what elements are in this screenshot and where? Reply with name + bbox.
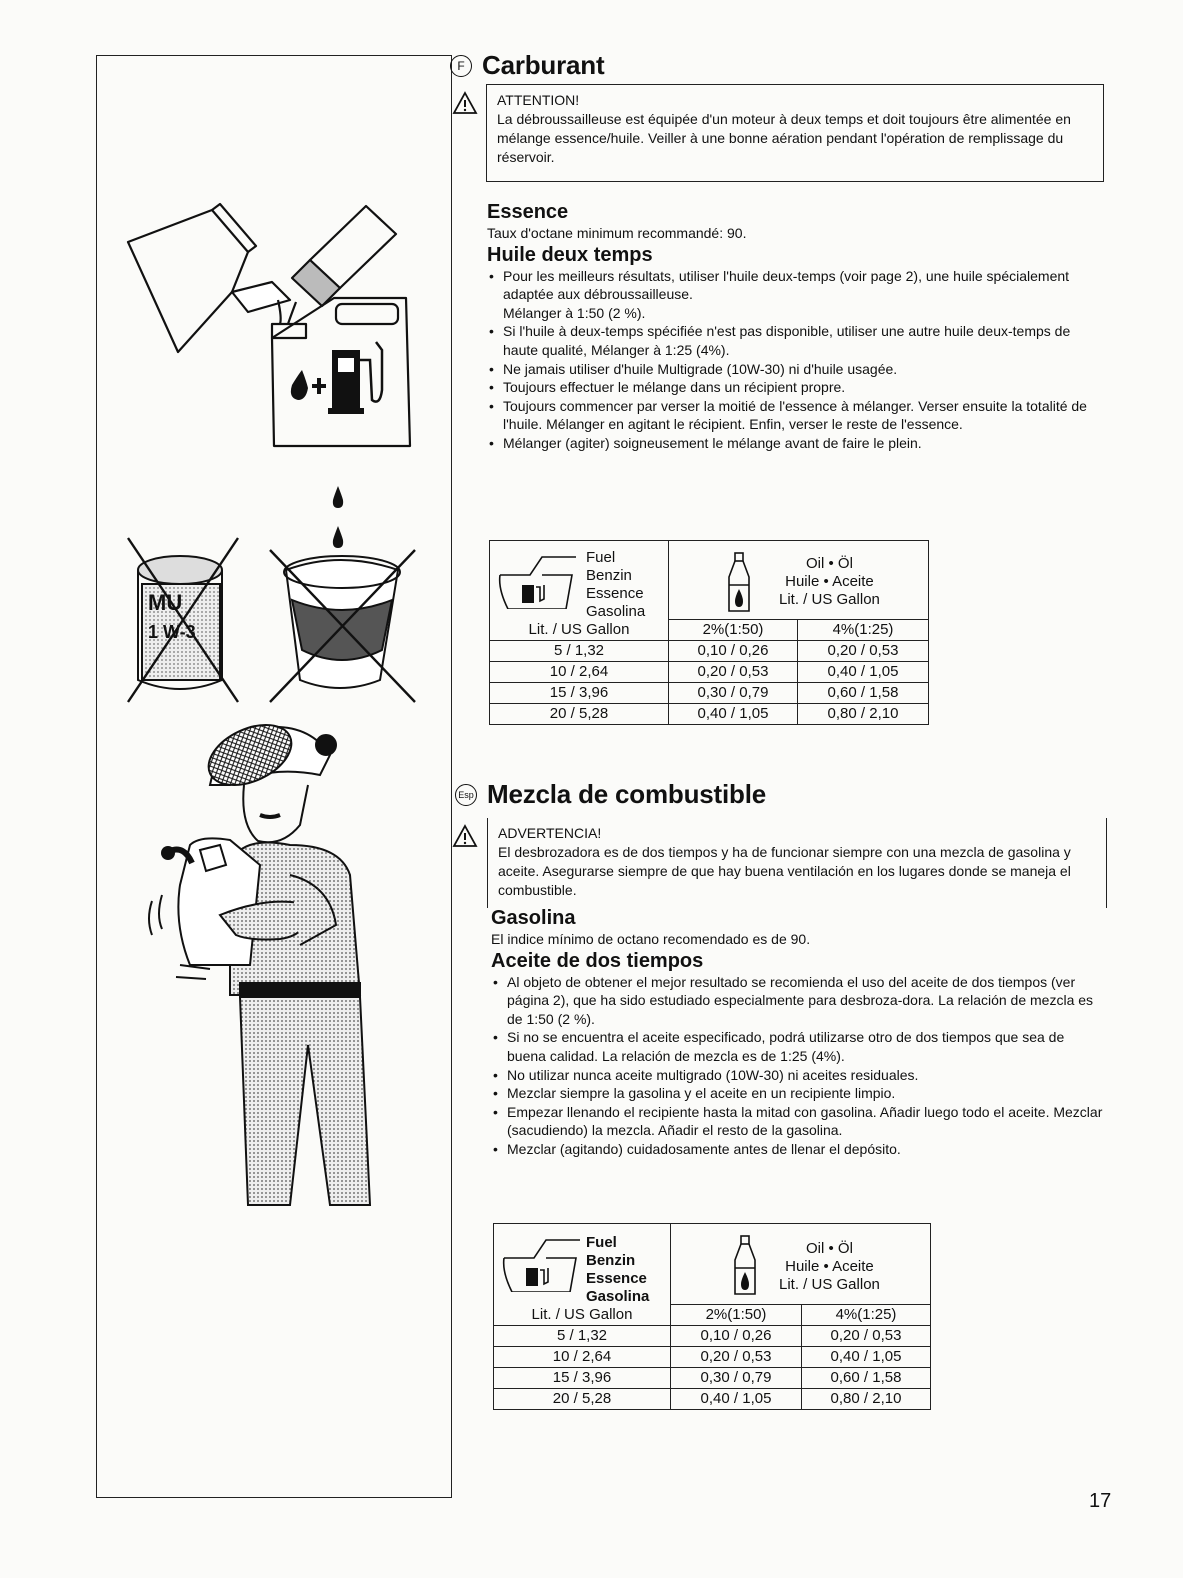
fuel-unit-label: Lit. / US Gallon [494,1305,671,1326]
column-header-4pct: 4%(1:25) [802,1305,931,1326]
fr-oil-heading: Huile deux temps [487,243,653,266]
fr-content [487,200,1097,453]
table-row: 5 / 1,32 0,10 / 0,26 0,20 / 0,53 [494,1326,931,1347]
fuel-label-essence: Essence [586,1270,647,1287]
warning-triangle-icon [452,824,478,848]
oil-label-unit: Lit. / US Gallon [779,1276,880,1293]
oil-label-huile: Huile • Aceite [785,573,874,590]
es-warning-text: El desbrozadora es de dos tiempos y ha de funcionar siempre con una mezcla de gasolina y aceite. Asegurarse siempre de que hay buena ventilación en los lugares donde se maneja el combustible. [498,844,1071,898]
fr-instructions-list [487,267,1097,453]
language-badge-fr: F [450,55,472,77]
fuel-label-benzin: Benzin [586,567,632,584]
fuel-can-icon [496,549,576,609]
column-header-2pct: 2%(1:50) [671,1305,802,1326]
svg-text:1 W-3: 1 W-3 [148,622,196,642]
fr-warning-box [486,84,1104,182]
es-warning-box [487,818,1107,908]
fr-essence-text: Taux d'octane minimum recommandé: 90. [487,225,747,241]
es-warning-title: ADVERTENCIA! [498,825,602,841]
es-content [491,906,1103,1159]
table-row: 20 / 5,28 0,40 / 1,05 0,80 / 2,10 [490,704,929,725]
es-page-title: Mezcla de combustible [487,779,766,809]
fuel-label-fuel: Fuel [586,549,616,566]
worker-with-protective-gear-illustration [140,715,380,1215]
fuel-header-cell [494,1224,671,1305]
fr-warning-title: ATTENTION! [497,92,580,108]
list-item: • Mezclar siempre la gasolina y el aceite en un recipiente limpio. [491,1084,1103,1103]
list-item: • No utilizar nunca aceite multigrado (10W-30) ni aceites residuales. [491,1066,1103,1085]
oil-label-oil: Oil • Öl [805,555,853,572]
es-oil-heading: Aceite de dos tiempos [491,949,704,972]
fuel-can-icon [500,1232,580,1292]
list-item: • Mélanger (agiter) soigneusement le mélange avant de faire le plein. [487,434,1097,453]
fr-fuel-mix-table [489,540,929,725]
list-item: • Empezar llenando el recipiente hasta la mitad con gasolina. Añadir luego todo el aceite. Mezclar (sacudiendo) la mezcla. Añadir el resto de la gasolina. [491,1103,1103,1140]
es-instructions-list [491,973,1103,1159]
table-row: 15 / 3,96 0,30 / 0,79 0,60 / 1,58 [490,683,929,704]
prohibited-containers-illustration [120,530,420,705]
oil-header-cell [671,1224,931,1305]
oil-header-cell [669,541,929,620]
oil-bottle-icon [727,551,751,613]
table-row: 20 / 5,28 0,40 / 1,05 0,80 / 2,10 [494,1389,931,1410]
list-item: • Al objeto de obtener el mejor resultado se recomienda el uso del aceite de dos tiempos (ver página 2), que ha sido estudiado especialmente para desbroza-dora. La relación de mezcla es de 1:50 (2 %). [491,973,1103,1029]
fuel-label-gasolina: Gasolina [586,1288,650,1305]
column-header-2pct: 2%(1:50) [669,620,798,641]
fuel-label-gasolina: Gasolina [586,603,646,620]
table-row: 10 / 2,64 0,20 / 0,53 0,40 / 1,05 [490,662,929,683]
fr-title-row [450,50,604,81]
fr-page-title: Carburant [482,50,605,80]
fuel-label-fuel: Fuel [586,1234,617,1251]
oil-label-huile: Huile • Aceite [785,1258,874,1275]
list-item: • Si no se encuentra el aceite especificado, podrá utilizarse otro de dos tiempos que sea de buena calidad. La relación de mezcla es de 1:25 (4%). [491,1028,1103,1065]
fr-warning-text: La débroussailleuse est équipée d'un moteur à deux temps et doit toujours être alimentée en mélange essence/huile. Veiller à une bonne aération pendant l'opération de remplissage du réservoir. [497,111,1071,165]
fr-essence-heading: Essence [487,201,569,223]
fuel-label-essence: Essence [586,585,644,602]
language-badge-es: Esp [455,784,477,806]
list-item: • Mezclar (agitando) cuidadosamente antes de llenar el depósito. [491,1140,1103,1159]
es-gas-text: El indice mínimo de octano recomendado es de 90. [491,931,811,947]
list-item: • Toujours commencer par verser la moitié de l'essence à mélanger. Verser ensuite la totalité de l'huile. Mélanger en agitant le récipient. Enfin, verser le reste de l'essence. [487,397,1097,434]
table-row: 15 / 3,96 0,30 / 0,79 0,60 / 1,58 [494,1368,931,1389]
es-fuel-mix-table [493,1223,931,1410]
fuel-label-benzin: Benzin [586,1252,636,1269]
fuel-mixing-illustration [120,200,420,460]
oil-label-oil: Oil • Öl [805,1240,853,1257]
es-title-row [455,779,766,810]
oil-bottle-icon [733,1234,757,1296]
list-item: • Ne jamais utiliser d'huile Multigrade (10W-30) ni d'huile usagée. [487,360,1097,379]
svg-text:MU: MU [148,590,183,615]
list-item: • Toujours effectuer le mélange dans un récipient propre. [487,378,1097,397]
column-header-4pct: 4%(1:25) [798,620,929,641]
table-row: 5 / 1,32 0,10 / 0,26 0,20 / 0,53 [490,641,929,662]
page-number: 17 [1089,1490,1112,1512]
list-item: • Pour les meilleurs résultats, utiliser l'huile deux-temps (voir page 2), une huile spécialement adaptée aux débroussailleuse. Mélanger à 1:50 (2 %). [487,267,1097,323]
warning-triangle-icon [452,91,478,115]
oil-label-unit: Lit. / US Gallon [779,591,880,608]
list-item: • Si l'huile à deux-temps spécifiée n'est pas disponible, utiliser une autre huile deux-temps de haute qualité, Mélanger à 1:25 (4%). [487,322,1097,359]
table-row: 10 / 2,64 0,20 / 0,53 0,40 / 1,05 [494,1347,931,1368]
es-gas-heading: Gasolina [491,907,576,929]
fuel-unit-label: Lit. / US Gallon [490,620,669,641]
fuel-header-cell [490,541,669,620]
